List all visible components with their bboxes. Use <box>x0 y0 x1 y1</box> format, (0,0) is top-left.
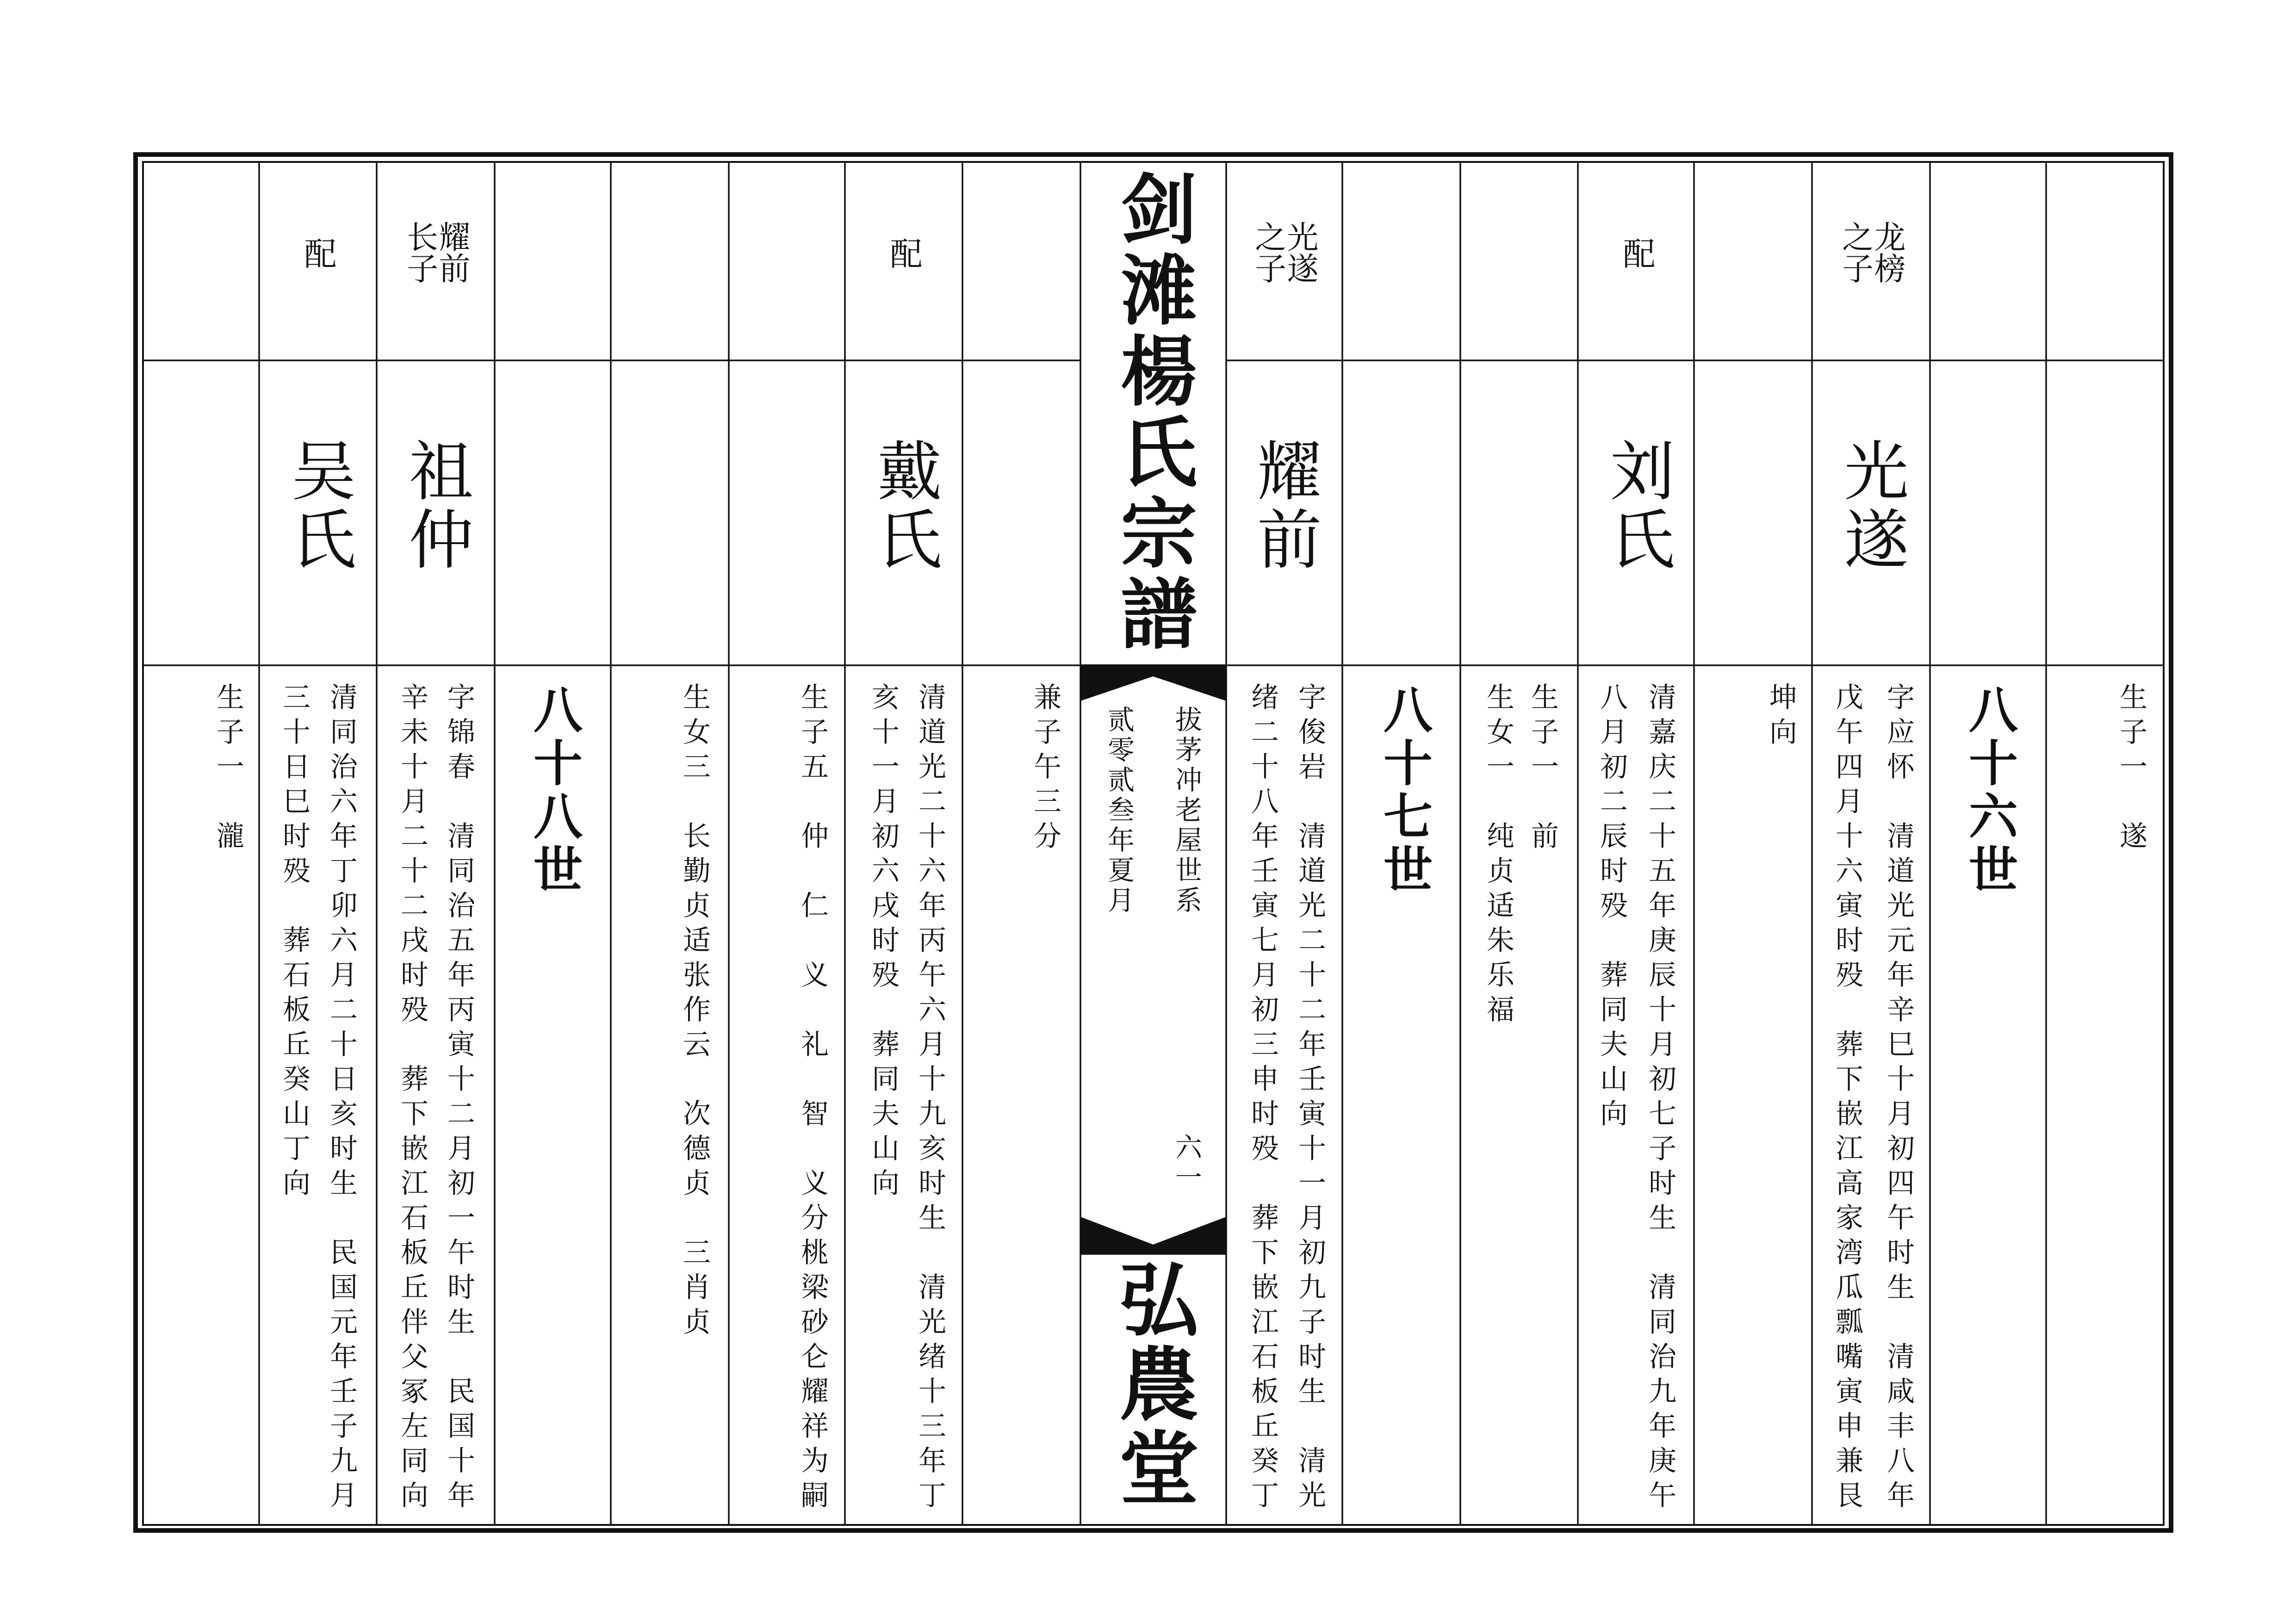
head-record-86-line2: 戊午四月十六寅时殁 葬下嵌江高家湾瓜瓢嘴寅申兼艮 <box>1831 682 1863 1515</box>
spine-date: 贰零贰叁年夏月 <box>1103 706 1135 916</box>
head-name-88: 祖仲 <box>398 437 473 574</box>
head-relation-88: 耀前长子 <box>401 221 470 284</box>
head-relation-87: 光遂之子 <box>1249 221 1318 284</box>
head-record-87-line3: 兼子午三分 <box>1029 682 1061 856</box>
head-record-88-line2: 辛未十月二十二戌时殁 葬下嵌江石板丘伴父冢左同向 <box>396 682 428 1515</box>
spouse-name-87: 戴氏 <box>866 437 942 574</box>
issue-88-sons: 生子一 瀧 <box>212 682 244 856</box>
head-record-86-line3: 坤向 <box>1765 682 1797 752</box>
head-record-87-line1: 字俊岩 清道光二十二年壬寅十一月初九子时生 清光 <box>1294 682 1326 1515</box>
spouse-record-88-line1: 清同治六年丁卯六月二十日亥时生 民国元年壬子九月 <box>325 682 358 1515</box>
head-name-87: 耀前 <box>1246 437 1322 574</box>
fish-tail-upper <box>1080 664 1226 701</box>
spouse-relation-87: 配 <box>885 237 923 269</box>
generation-label-87: 八十七世 <box>1376 684 1433 897</box>
spine-lineage: 拔茅冲老屋世系 <box>1171 706 1202 916</box>
head-relation-86: 龙榜之子 <box>1837 221 1905 284</box>
spouse-relation-86: 配 <box>1618 237 1656 269</box>
generation-label-88: 八十八世 <box>526 684 583 897</box>
head-record-86-line1: 字应怀 清道光元年辛巳十月初四午时生 清咸丰八年 <box>1882 682 1915 1515</box>
fish-tail-lower <box>1080 1217 1226 1255</box>
spouse-name-86: 刘氏 <box>1599 437 1675 574</box>
spouse-record-86-line1: 清嘉庆二十五年庚辰十月初七子时生 清同治九年庚午 <box>1644 682 1676 1515</box>
issue-87-sons: 生子五 仲 仁 义 礼 智 义分桃梁砂仑耀祥为嗣 <box>796 682 829 1515</box>
spouse-name-88: 吴氏 <box>280 437 356 574</box>
head-name-86: 光遂 <box>1833 437 1909 574</box>
spouse-record-87-line2: 亥十一月初六戌时殁 葬同夫山向 <box>867 682 900 1203</box>
spouse-record-86-line2: 八月初二辰时殁 葬同夫山向 <box>1595 682 1628 1134</box>
spouse-record-88-line2: 三十日巳时殁 葬石板丘癸山丁向 <box>278 682 310 1203</box>
spouse-record-87-line1: 清道光二十六年丙午六月十九亥时生 清光绪十三年丁 <box>914 682 946 1515</box>
page-number: 六一 <box>1171 1133 1202 1193</box>
hall-name: 弘農堂 <box>1106 1258 1200 1511</box>
issue-86-daughters: 生女一 纯贞适朱乐福 <box>1482 682 1514 1029</box>
head-record-87-line2: 绪二十八年壬寅七月初三申时殁 葬下嵌江石板丘癸丁 <box>1247 682 1279 1515</box>
spine-title: 剑滩楊氏宗譜 <box>1108 169 1198 655</box>
previous-issue: 生子一 遂 <box>2115 682 2147 856</box>
generation-label-86: 八十六世 <box>1961 684 2019 897</box>
head-record-88-line1: 字锦春 清同治五年丙寅十二月初一午时生 民国十年 <box>443 682 475 1515</box>
issue-86-sons: 生子一 前 <box>1527 682 1559 856</box>
issue-87-daughters: 生女三 长勤贞适张作云 次德贞 三肖贞 <box>678 682 711 1342</box>
spouse-relation-88: 配 <box>299 237 337 269</box>
